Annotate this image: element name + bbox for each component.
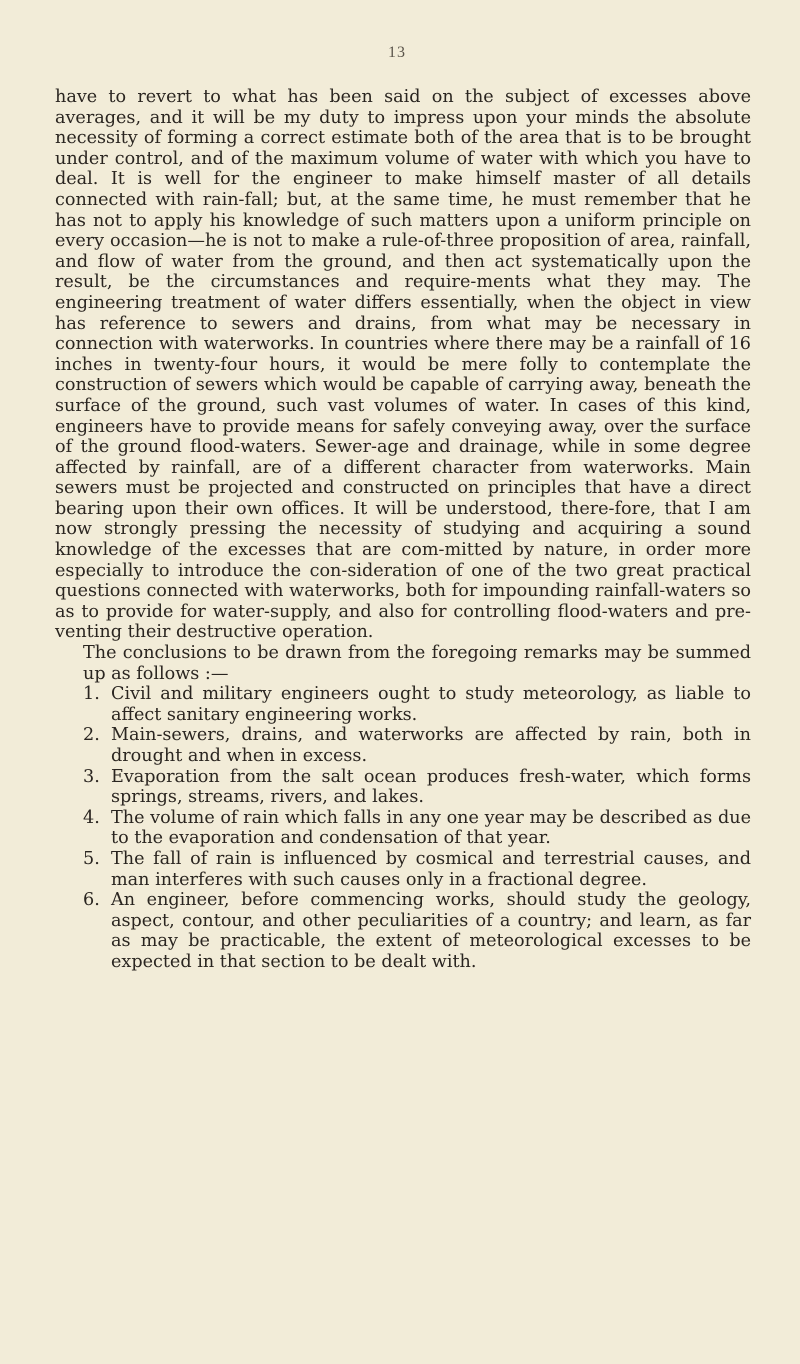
conclusion-text: Civil and military engineers ought to study meteorology, as liable to affect sanitary engineering works.	[111, 684, 751, 725]
conclusion-item	[55, 767, 751, 808]
conclusion-item	[55, 849, 751, 890]
conclusion-item	[55, 808, 751, 849]
conclusion-item	[55, 890, 751, 972]
conclusion-text: The volume of rain which falls in any one year may be described as due to the evaporation and condensation of that year.	[111, 807, 751, 849]
conclusion-text: Main-sewers, drains, and waterworks are affected by rain, both in drought and when in excess.	[111, 725, 751, 766]
conclusion-text: Evaporation from the salt ocean produces fresh-water, which forms springs, streams, rivers, and lakes.	[111, 766, 751, 808]
conclusion-number: 1.	[83, 684, 100, 705]
conclusion-text: An engineer, before commencing works, should study the geology, aspect, contour, and other peculiarities of a country; and learn, as far as may be practicable, the extent of meteorological excesses to be expected in that section to be dealt with.	[111, 890, 751, 972]
conclusions-intro: The conclusions to be drawn from the foregoing remarks may be summed up as follows :—	[83, 643, 751, 684]
page-number: 13	[388, 44, 406, 61]
body-paragraph: have to revert to what has been said on the subject of excesses above averages, and it will be my duty to impress upon your minds the absolute necessity of forming a correct estimate both of the area that is to be brought under control, and of the maximum volume of water with which you have to deal. It is well for the engineer to make himself master of all details connected with rain-fall; but, at the same time, he must remember that he has not to apply his knowledge of such matters upon a uniform principle on every occasion—he is not to make a rule-of-three proposition of area, rainfall, and flow of water from the ground, and then act systematically upon the result, be the circumstances and require-ments what they may. The engineering treatment of water differs essentially, when the object in view has reference to sewers and drains, from what may be necessary in connection with waterworks. In countries where there may be a rainfall of 16 inches in twenty-four hours, it would be mere folly to contemplate the construction of sewers which would be capable of carrying away, beneath the surface of the ground, such vast volumes of water. In cases of this kind, engineers have to provide means for safely conveying away, over the surface of the ground flood-waters. Sewer-age and drainage, while in some degree affected by rainfall, are of a different character from waterworks. Main sewers must be projected and constructed on principles that have a direct bearing upon their own offices. It will be understood, there-fore, that I am now strongly pressing the necessity of studying and acquiring a sound knowledge of the excesses that are com-mitted by nature, in order more especially to introduce the con-sideration of one of the two great practical questions connected with waterworks, both for impounding rainfall-waters so as to provide for water-supply, and also for controlling flood-waters and pre-venting their destructive operation.	[55, 87, 751, 643]
conclusion-item	[55, 725, 751, 766]
conclusion-number: 3.	[83, 766, 100, 787]
conclusion-number: 4.	[83, 807, 100, 828]
conclusion-text: The fall of rain is influenced by cosmical and terrestrial causes, and man interferes with such causes only in a fractional degree.	[111, 848, 751, 890]
conclusion-number: 5.	[83, 848, 100, 869]
body-text	[55, 87, 751, 973]
conclusion-number: 2.	[83, 725, 100, 746]
conclusion-number: 6.	[83, 890, 100, 911]
conclusion-item	[55, 684, 751, 725]
conclusions-list	[55, 684, 751, 972]
